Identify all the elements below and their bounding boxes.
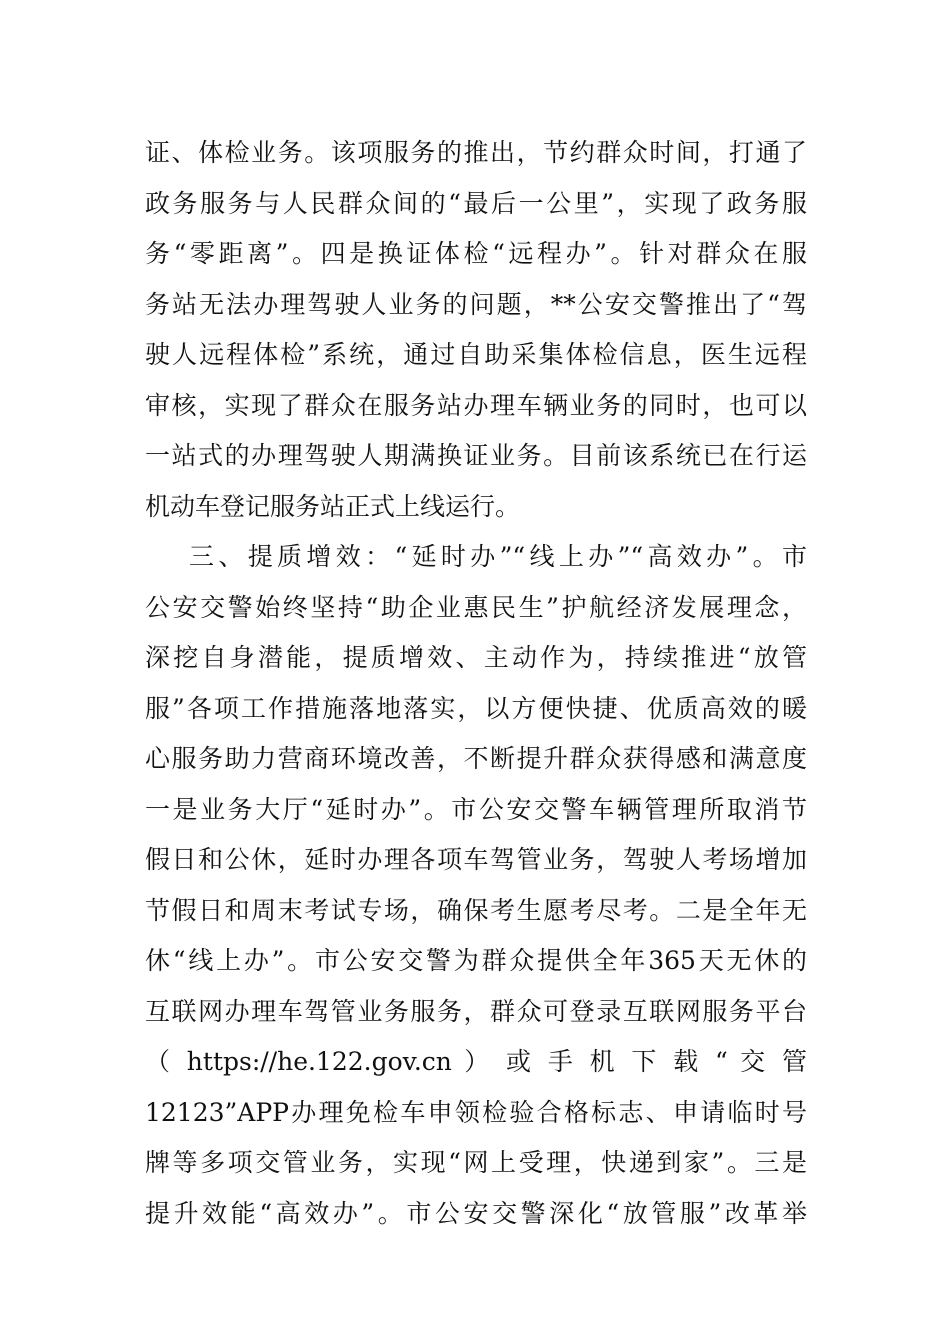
text-line: 务站无法办理驾驶人业务的问题，**公安交警推出了“驾	[145, 289, 807, 319]
text-line: 机动车登记服务站正式上线运行。	[145, 491, 521, 521]
body-text	[145, 128, 807, 1239]
text-line: 12123”APP办理免检车申领检验合格标志、申请临时号	[145, 1097, 807, 1127]
text-line: 服”各项工作措施落地落实，以方便快捷、优质高效的暖	[145, 693, 807, 723]
text-line: 政务服务与人民群众间的“最后一公里”，实现了政务服	[145, 188, 807, 218]
text-line: 一站式的办理驾驶人期满换证业务。目前该系统已在行运	[145, 441, 807, 470]
section-heading-line: 三、提质增效：“延时办”“线上办”“高效办”。市	[189, 542, 807, 571]
text-line: 假日和公休，延时办理各项车驾管业务，驾驶人考场增加	[145, 845, 807, 874]
text-line: 提升效能“高效办”。市公安交警深化“放管服”改革举	[145, 1198, 807, 1228]
text-line: 驶人远程体检”系统，通过自助采集体检信息，医生远程	[145, 340, 807, 369]
text-line: 证、体检业务。该项服务的推出，节约群众时间，打通了	[145, 138, 807, 167]
text-line: 深挖自身潜能，提质增效、主动作为，持续推进“放管	[145, 643, 807, 672]
text-line: 互联网办理车驾管业务服务，群众可登录互联网服务平台	[145, 996, 807, 1026]
text-line: 节假日和周末考试专场，确保考生愿考尽考。二是全年无	[145, 895, 807, 925]
text-line: 公安交警始终坚持“助企业惠民生”护航经济发展理念，	[145, 592, 807, 622]
text-line: 一是业务大厅“延时办”。市公安交警车辆管理所取消节	[145, 794, 807, 824]
text-line: 牌等多项交管业务，实现“网上受理，快递到家”。三是	[145, 1148, 807, 1177]
text-line: 心服务助力营商环境改善，不断提升群众获得感和满意度	[145, 744, 807, 773]
text-line: 休“线上办”。市公安交警为群众提供全年365天无休的	[145, 946, 807, 975]
text-line: 审核，实现了群众在服务站办理车辆业务的同时，也可以	[145, 390, 807, 420]
text-line: （ https://he.122.gov.cn ） 或 手 机 下 载 “ 交 管	[145, 1047, 807, 1076]
text-line: 务“零距离”。四是换证体检“远程办”。针对群众在服	[145, 239, 807, 268]
